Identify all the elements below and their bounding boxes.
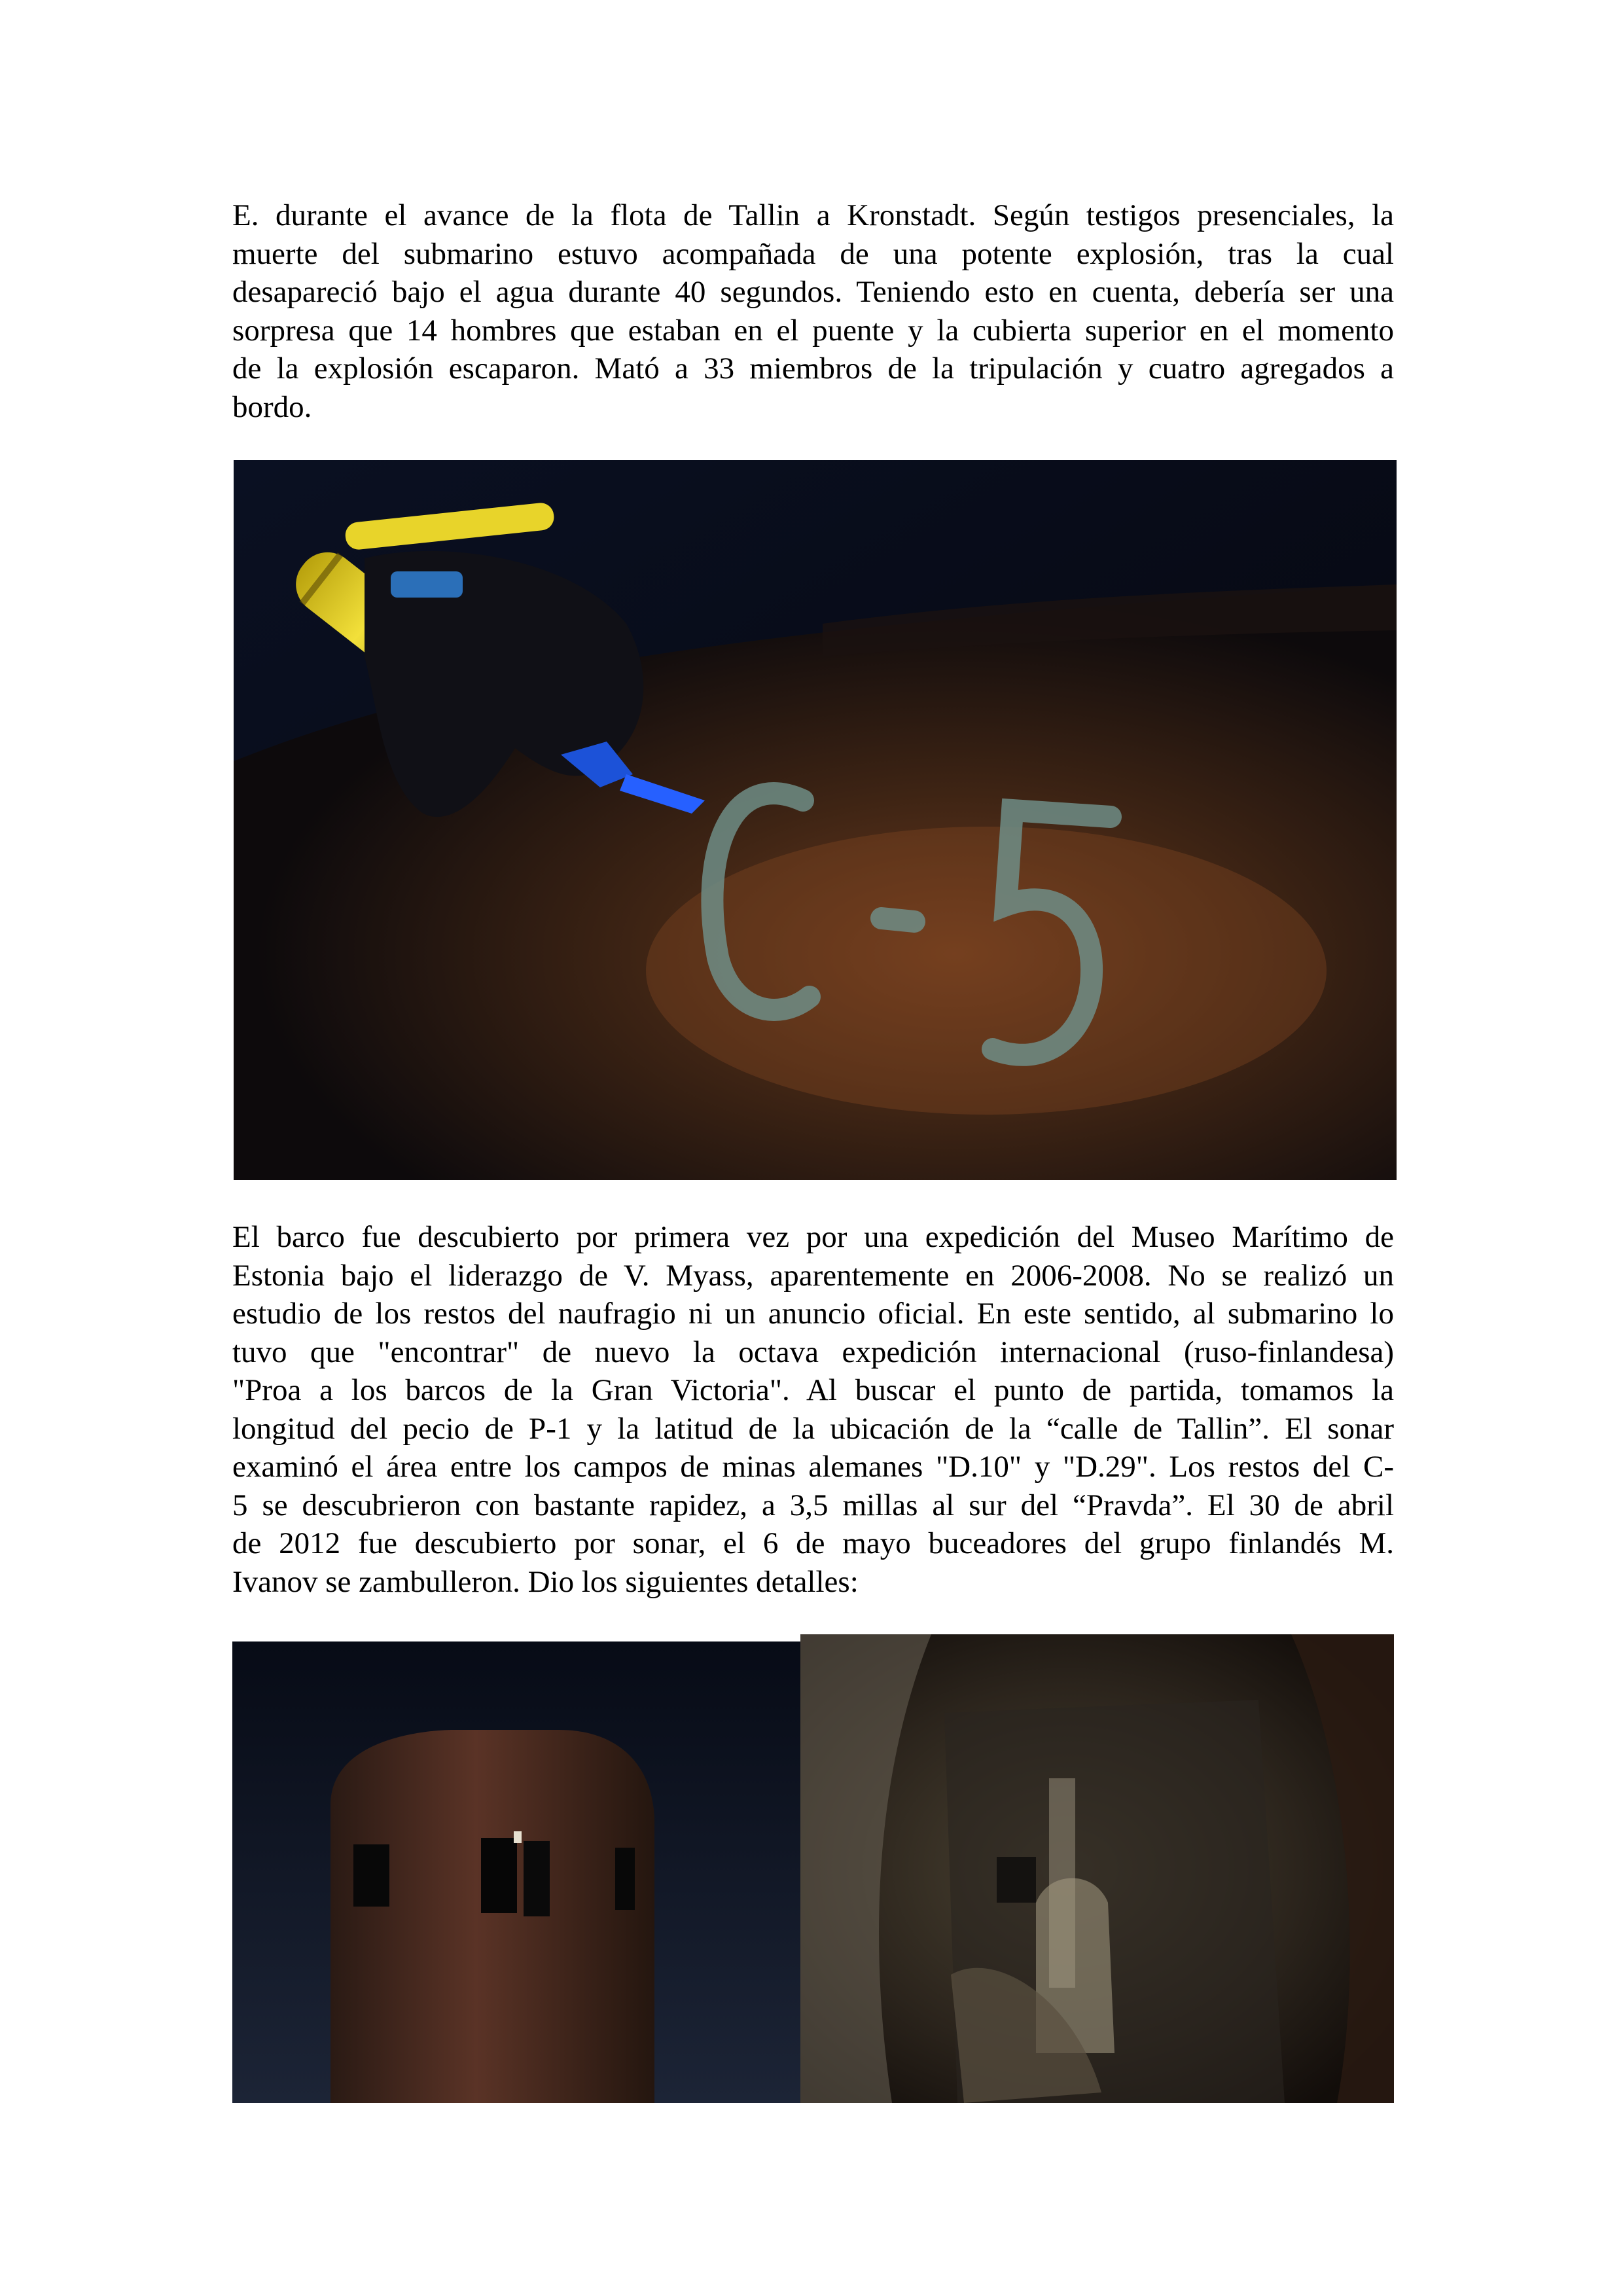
conning-tower-photo	[232, 1641, 800, 2103]
diver-hull-photo	[234, 460, 1397, 1180]
paragraph-2	[232, 1218, 1394, 1601]
paragraph-1	[232, 196, 1394, 426]
text-line: examinó el área entre los campos de minas alemanes "D.10" y "D.29". Los restos del C-	[232, 1450, 1394, 1484]
interior-image	[800, 1634, 1394, 2103]
text-line: Ivanov se zambulleron. Dio los siguientes detalles:	[232, 1564, 859, 1599]
diver-hull-image	[234, 460, 1397, 1180]
text-line: tuvo que "encontrar" de nuevo la octava expedición internacional (ruso-finlandesa)	[232, 1335, 1394, 1369]
text-line: muerte del submarino estuvo acompañada de una potente explosión, tras la cual	[232, 236, 1394, 271]
text-line: longitud del pecio de P-1 y la latitud de la ubicación de la “calle de Tallin”. El sonar	[232, 1411, 1394, 1446]
text-line: de 2012 fue descubierto por sonar, el 6 de mayo buceadores del grupo finlandés M.	[232, 1526, 1394, 1560]
text-line: El barco fue descubierto por primera vez por una expedición del Museo Marítimo de	[232, 1220, 1394, 1254]
text-line: "Proa a los barcos de la Gran Victoria". Al buscar el punto de partida, tomamos la	[232, 1373, 1394, 1407]
text-line: bordo.	[232, 389, 312, 424]
text-line: estudio de los restos del naufragio ni un anuncio oficial. En este sentido, al submarino lo	[232, 1297, 1394, 1331]
text-line: sorpresa que 14 hombres que estaban en el puente y la cubierta superior en el momento	[232, 313, 1394, 348]
text-line: desapareció bajo el agua durante 40 segundos. Teniendo esto en cuenta, debería ser una	[232, 275, 1394, 309]
text-line: Estonia bajo el liderazgo de V. Myass, aparentemente en 2006-2008. No se realizó un	[232, 1258, 1394, 1293]
interior-photo	[800, 1634, 1394, 2103]
conning-tower-image	[232, 1641, 800, 2103]
text-line: 5 se descubrieron con bastante rapidez, a 3,5 millas al sur del “Pravda”. El 30 de abril	[232, 1488, 1394, 1522]
text-line: E. durante el avance de la flota de Tallin a Kronstadt. Según testigos presenciales, la	[232, 198, 1394, 232]
text-line: de la explosión escaparon. Mató a 33 miembros de la tripulación y cuatro agregados a	[232, 351, 1394, 386]
